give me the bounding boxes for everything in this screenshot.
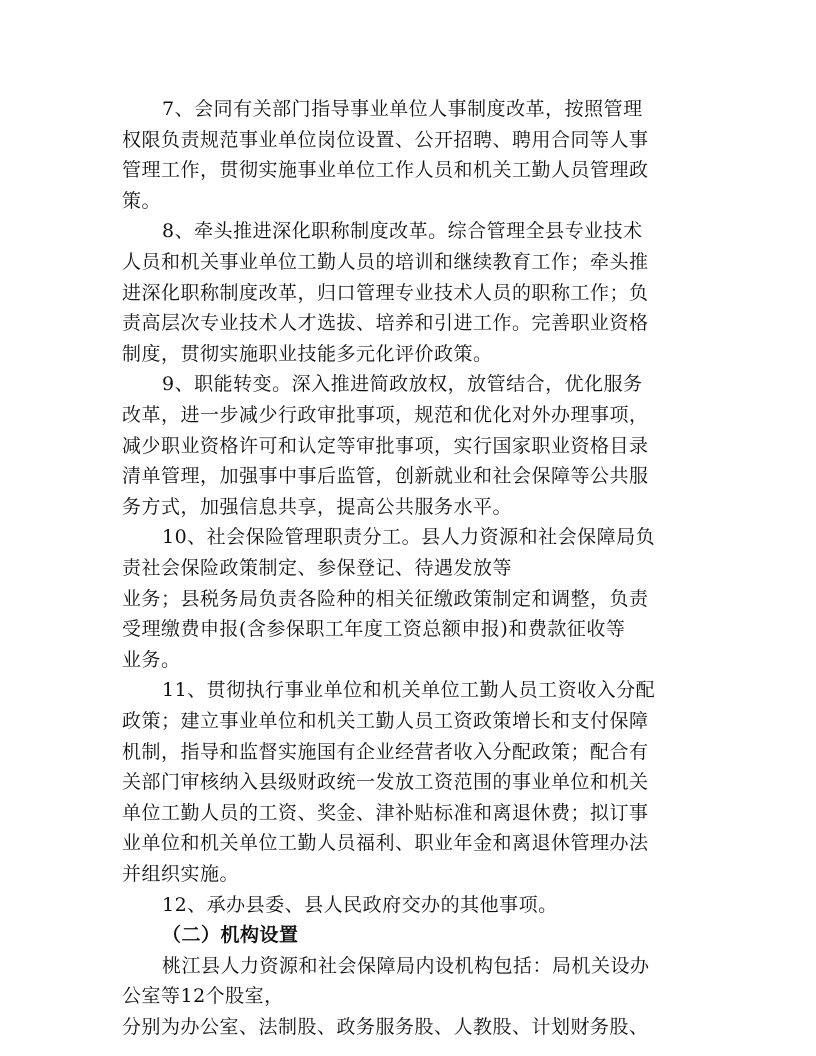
text-line: 桃江县人力资源和社会保障局内设机构包括：局机关设办 xyxy=(162,954,650,977)
text-line: 进深化职称制度改革，归口管理专业技术人员的职称工作；负 xyxy=(122,281,649,304)
text-line: 责高层次专业技术人才选拔、培养和引进工作。完善职业资格 xyxy=(122,312,649,335)
text-line: 8、牵头推进深化职称制度改革。综合管理全县专业技术 xyxy=(162,220,643,243)
text-line: 受理缴费申报(含参保职工年度工资总额申报)和费款征收等 xyxy=(122,618,626,641)
text-line: 业单位和机关单位工勤人员福利、职业年金和离退休管理办法 xyxy=(122,832,649,855)
text-line: 业务。 xyxy=(122,648,181,671)
text-line: 单位工勤人员的工资、奖金、津补贴标准和离退休费；拟订事 xyxy=(122,801,649,824)
text-line: 机制，指导和监督实施国有企业经营者收入分配政策；配合有 xyxy=(122,740,649,763)
text-line: 分别为办公室、法制股、政务服务股、人教股、计划财务股、 xyxy=(122,1016,649,1038)
text-line: 制度，贯彻实施职业技能多元化评价政策。 xyxy=(122,342,493,365)
text-line: 业务；县税务局负责各险种的相关征缴政策制定和调整，负责 xyxy=(122,587,649,610)
text-line: 减少职业资格许可和认定等审批事项，实行国家职业资格目录 xyxy=(122,434,649,457)
text-line: 公室等12个股室， xyxy=(122,985,284,1008)
text-line: 权限负责规范事业单位岗位设置、公开招聘、聘用合同等人事 xyxy=(122,128,649,151)
text-line: 管理工作，贯彻实施事业单位工作人员和机关工勤人员管理政 xyxy=(122,159,649,182)
text-line: 策。 xyxy=(122,189,162,212)
text-line: 政策；建立事业单位和机关工勤人员工资政策增长和支付保障 xyxy=(122,710,649,732)
text-line: 并组织实施。 xyxy=(122,863,240,885)
text-line: 关部门审核纳入县级财政统一发放工资范围的事业单位和机关 xyxy=(122,771,649,794)
text-line: 人员和机关事业单位工勤人员的培训和继续教育工作；牵头推 xyxy=(122,251,649,273)
text-line: 务方式，加强信息共享，提高公共服务水平。 xyxy=(122,495,513,518)
text-line: 责社会保险政策制定、参保登记、待遇发放等 xyxy=(122,557,513,579)
text-line: 7、会同有关部门指导事业单位人事制度改革，按照管理 xyxy=(162,98,643,120)
text-line: 改革，进一步减少行政审批事项，规范和优化对外办理事项， xyxy=(122,404,649,426)
text-line: 10、社会保险管理职责分工。县人力资源和社会保障局负 xyxy=(162,526,656,549)
section-heading: （二）机构设置 xyxy=(162,924,299,947)
text-line: 清单管理，加强事中事后监管，创新就业和社会保障等公共服 xyxy=(122,465,649,488)
text-line: 9、职能转变。深入推进简政放权，放管结合，优化服务 xyxy=(162,373,643,396)
text-line: 11、贯彻执行事业单位和机关单位工勤人员工资收入分配 xyxy=(162,679,656,702)
text-line: 12、承办县委、县人民政府交办的其他事项。 xyxy=(162,893,558,916)
